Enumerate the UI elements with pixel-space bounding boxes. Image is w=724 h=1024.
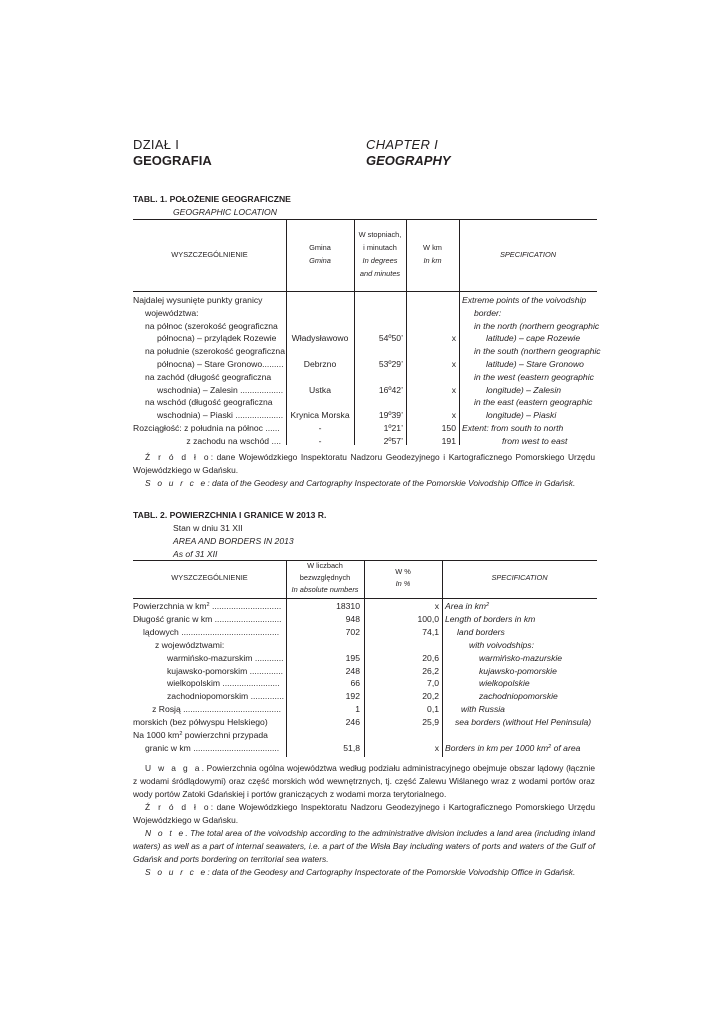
table2-row-absolute: 1 — [355, 704, 360, 715]
table1-row-gmina: - — [318, 423, 322, 433]
table1-row-gmina: Władysławowo — [291, 333, 349, 344]
table1-row-km: x — [451, 384, 456, 395]
table1-row-spec-en: Extreme points of the voivodship — [462, 295, 587, 305]
table1-header-degrees-en-2: and minutes — [359, 269, 401, 278]
table1-row-spec-en: in the north (northern geographic — [474, 320, 600, 331]
table1-title: TABL. 1. POŁOŻENIE GEOGRAFICZNE — [133, 194, 291, 204]
table2-row-label: warmińsko-mazurskim ............ — [167, 652, 284, 663]
table1-row-km: 191 — [441, 435, 456, 446]
table1-row-km: x — [451, 333, 456, 344]
table2-row-percent: 20,2 — [422, 691, 439, 702]
table2-row-spec-en: with Russia — [461, 704, 505, 715]
table1-row-km — [406, 396, 456, 409]
chapter-label-en: CHAPTER I — [366, 137, 439, 152]
table1-row-gmina — [286, 396, 354, 409]
table1-row-label: północna) – przylądek Rozewie — [157, 333, 277, 344]
table2-row-spec-en: zachodniopomorskie — [479, 691, 558, 702]
table2-header-spec-en: SPECIFICATION — [491, 573, 548, 582]
table2-row-percent: x — [434, 742, 439, 753]
table1-row-label: wschodnia) – Piaski .................... — [157, 410, 284, 421]
table2-row-spec-en: Borders in km per 1000 $km^2$ of area — [445, 742, 581, 753]
table1-row-km — [406, 345, 456, 358]
table2-row-percent: 74,1 — [422, 626, 439, 637]
chapter-title-en: GEOGRAPHY — [366, 153, 451, 168]
table2-row-label: Na 1000 $km^2$ powierzchni przypada — [133, 730, 268, 740]
table2-row-absolute: 18310 — [336, 601, 360, 611]
table2-row-absolute — [286, 729, 360, 742]
table2-row-spec-en: Area in $km^2$ — [445, 601, 490, 611]
table1-row-gmina — [286, 320, 354, 333]
table1-header-km-pl: W km — [423, 243, 442, 252]
table2-title: TABL. 2. POWIERZCHNIA I GRANICE W 2013 R. — [133, 510, 327, 520]
table1-row-label: na południe (szerokość geograficzna — [145, 346, 285, 357]
table1-header-degrees-pl-1: W stopniach, — [358, 230, 402, 239]
table1-row-gmina: Ustka — [309, 384, 331, 395]
table1-row-km — [406, 307, 456, 320]
table1-row-degrees: 16º42’ — [378, 384, 403, 395]
table2-row-percent: x — [434, 601, 439, 611]
table2-row-label: z Rosją ......................................... — [152, 704, 281, 715]
table2-row-label: Powierzchnia w $km^2$ ............................. — [133, 601, 282, 611]
table1-row-km — [406, 320, 456, 333]
table2-row-percent: 20,6 — [422, 652, 439, 663]
table2-row-spec-en: sea borders (without Hel Peninsula) — [455, 717, 592, 728]
table1-row-degrees: 53º29’ — [378, 359, 403, 369]
table2-row-label: wielkopolskim ........................ — [167, 678, 280, 689]
table2-row-spec-en: land borders — [457, 626, 505, 637]
table1-row-gmina — [286, 294, 354, 307]
table2-row-absolute: 51,8 — [343, 742, 360, 753]
table2-header-abs-en: In absolute numbers — [291, 585, 359, 594]
table2-title-en: AREA AND BORDERS IN 2013 — [173, 536, 294, 546]
table1-row-spec-en: in the south (northern geographic — [474, 346, 601, 357]
table2-row-spec-en: Length of borders in km — [445, 613, 536, 624]
table1-row-label: Rozciągłość: z południa na północ ...... — [133, 423, 280, 433]
table2-row-percent: 0,1 — [427, 704, 439, 715]
table1-row-gmina: Debrzno — [303, 359, 337, 369]
table1-row-km — [406, 294, 456, 307]
table1-row-degrees: 54º50’ — [378, 333, 403, 344]
table1-row-spec-en: border: — [474, 307, 502, 318]
table2-header-spec-pl: WYSZCZEGÓLNIENIE — [171, 573, 248, 582]
table1-source-en: S o u r c e: data of the Geodesy and Cartography Inspectorate of the Pomorskie Voivodship Office in Gdańsk. — [145, 478, 576, 488]
table1-row-km: x — [451, 359, 456, 369]
table1-row-label: na zachód (długość geograficzna — [145, 371, 272, 382]
table1-row-gmina: Krynica Morska — [290, 410, 350, 421]
table1-row-km — [406, 371, 456, 384]
table1-row-gmina — [286, 307, 354, 320]
table1-row-label: na wschód (długość geograficzna — [145, 397, 273, 408]
table1-row-spec-en: in the west (eastern geographic — [474, 371, 594, 382]
table1-row-label: wschodnia) – Zalesin .................. — [157, 384, 284, 395]
table2-row-absolute — [286, 639, 360, 652]
table1-row-gmina — [286, 371, 354, 384]
table2-row-absolute: 948 — [345, 613, 360, 624]
table2-row-spec-en: with voivodships: — [469, 639, 534, 650]
table2-row-spec-en: wielkopolskie — [479, 678, 530, 689]
table1-row-km: 150 — [441, 423, 456, 433]
table2-row-percent: 26,2 — [422, 665, 439, 676]
table2-row-label: granic w km .................................... — [145, 742, 280, 753]
table1-row-spec-en: latitude) – Stare Gronowo — [486, 359, 584, 369]
table2-source-pl: Ź r ó d ł o: dane Wojewódzkiego Inspektoratu Nadzoru Geodezyjnego i Kartograficznego Pomorskiego Urzędu Wojewódzkiego w Gdańsku. — [133, 802, 595, 825]
table1-row-degrees: 2º57’ — [383, 435, 403, 446]
table2-row-absolute: 66 — [350, 678, 360, 689]
table1-row-km: x — [451, 410, 456, 421]
table2-row-absolute: 702 — [345, 626, 360, 637]
table1-header-gmina-pl: Gmina — [309, 243, 331, 252]
table2-remark-pl: U w a g a. Powierzchnia ogólna województwa według podziału administracyjnego obejmuje obszar lądowy (łącznie z wodami śródlądowymi) oraz część morskich wód wewnętrznych, tj. część Zalewu Wiślanego wraz z wodami portów oraz wody portów Zatoki Gdańskiej i portów graniczących z wodami morza terytorialnego. — [133, 763, 595, 799]
table1-row-degrees — [354, 396, 403, 409]
table2-row-absolute: 246 — [345, 717, 360, 728]
table1-row-label: Najdalej wysunięte punkty granicy — [133, 295, 263, 305]
table2-row-percent — [364, 639, 439, 652]
table2-row-absolute: 192 — [345, 691, 360, 702]
table2-row-label: morskich (bez półwyspu Helskiego) — [133, 717, 268, 728]
table1-row-spec-en: latitude) – cape Rozewie — [486, 333, 581, 344]
table2-header-pct-pl: W % — [395, 567, 411, 576]
table1-row-degrees: 19º39’ — [378, 410, 403, 421]
table1-row-label: na północ (szerokość geograficzna — [145, 320, 278, 331]
chapter-label-pl: DZIAŁ I — [133, 137, 180, 152]
table1-header-km-en: In km — [423, 256, 442, 265]
chapter-title-pl: GEOGRAFIA — [133, 153, 212, 168]
table1-row-degrees — [354, 320, 403, 333]
table2-row-percent: 25,9 — [422, 717, 439, 728]
table2-subtitle-en: As of 31 XII — [173, 549, 218, 559]
table2-row-spec-en: warmińsko-mazurskie — [479, 652, 563, 663]
table2-row-label: kujawsko-pomorskim .............. — [167, 665, 284, 676]
table1-row-degrees: 1º21’ — [383, 423, 403, 433]
table1-header-degrees-pl-2: i minutach — [363, 243, 397, 252]
table1-row-degrees — [354, 294, 403, 307]
table1-source-pl: Ź r ó d ł o: dane Wojewódzkiego Inspektoratu Nadzoru Geodezyjnego i Kartograficznego Pomorskiego Urzędu Wojewódzkiego w Gdańsku. — [133, 452, 595, 475]
table1-row-label: województwa: — [145, 307, 199, 318]
table1-header-spec-pl: WYSZCZEGÓLNIENIE — [171, 250, 248, 259]
table1-row-spec-en: longitude) – Piaski — [486, 410, 557, 421]
table1-title-en: GEOGRAPHIC LOCATION — [173, 207, 277, 217]
table2-row-percent: 100,0 — [417, 613, 439, 624]
table1-row-degrees — [354, 345, 403, 358]
table2-row-absolute: 195 — [345, 652, 360, 663]
table2-row-label: zachodniopomorskim .............. — [167, 691, 285, 702]
table2-row-absolute: 248 — [345, 665, 360, 676]
table1-row-degrees — [354, 371, 403, 384]
table2-row-label: z województwami: — [155, 639, 225, 650]
table2-row-percent: 7,0 — [427, 678, 439, 689]
table2-row-spec-en: kujawsko-pomorskie — [479, 665, 557, 676]
table1-row-label: północna) – Stare Gronowo......... — [157, 359, 284, 369]
table2-header-abs-pl-2: bezwzględnych — [299, 573, 351, 582]
table1-row-spec-en: from west to east — [502, 435, 568, 446]
table1-header-gmina-en: Gmina — [309, 256, 331, 265]
table1-header-spec-en: SPECIFICATION — [499, 250, 557, 259]
table2-row-label: lądowych ......................................... — [143, 626, 280, 637]
table2-subtitle-pl: Stan w dniu 31 XII — [173, 523, 243, 533]
table1-row-degrees — [354, 307, 403, 320]
table1-row-gmina: - — [318, 435, 322, 446]
table2-row-label: Długość granic w km ............................ — [133, 613, 282, 624]
table2-row-percent — [364, 729, 439, 742]
table2-header-abs-pl-1: W liczbach — [307, 561, 343, 570]
table2-source-en: S o u r c e: data of the Geodesy and Cartography Inspectorate of the Pomorskie Voivodship Office in Gdańsk. — [145, 867, 576, 877]
table2-note-en: N o t e. The total area of the voivodship according to the administrative division includes a land area (including inland waters) as well as a part of internal seawaters, i.e. a part of the Wisła Bay including waters of ports and waters of the Gulf of Gdańsk and ports bordering on territorial sea waters. — [133, 828, 595, 864]
table1-row-spec-en: Extent: from south to north — [462, 423, 564, 433]
table1-row-gmina — [286, 345, 354, 358]
table2-header-pct-en: In % — [395, 579, 411, 588]
table1-row-spec-en: longitude) – Zalesin — [486, 384, 562, 395]
table1-row-spec-en: in the east (eastern geographic — [474, 397, 593, 408]
table1-row-label: z zachodu na wschód .... — [186, 435, 281, 446]
table1-header-degrees-en-1: In degrees — [362, 256, 398, 265]
